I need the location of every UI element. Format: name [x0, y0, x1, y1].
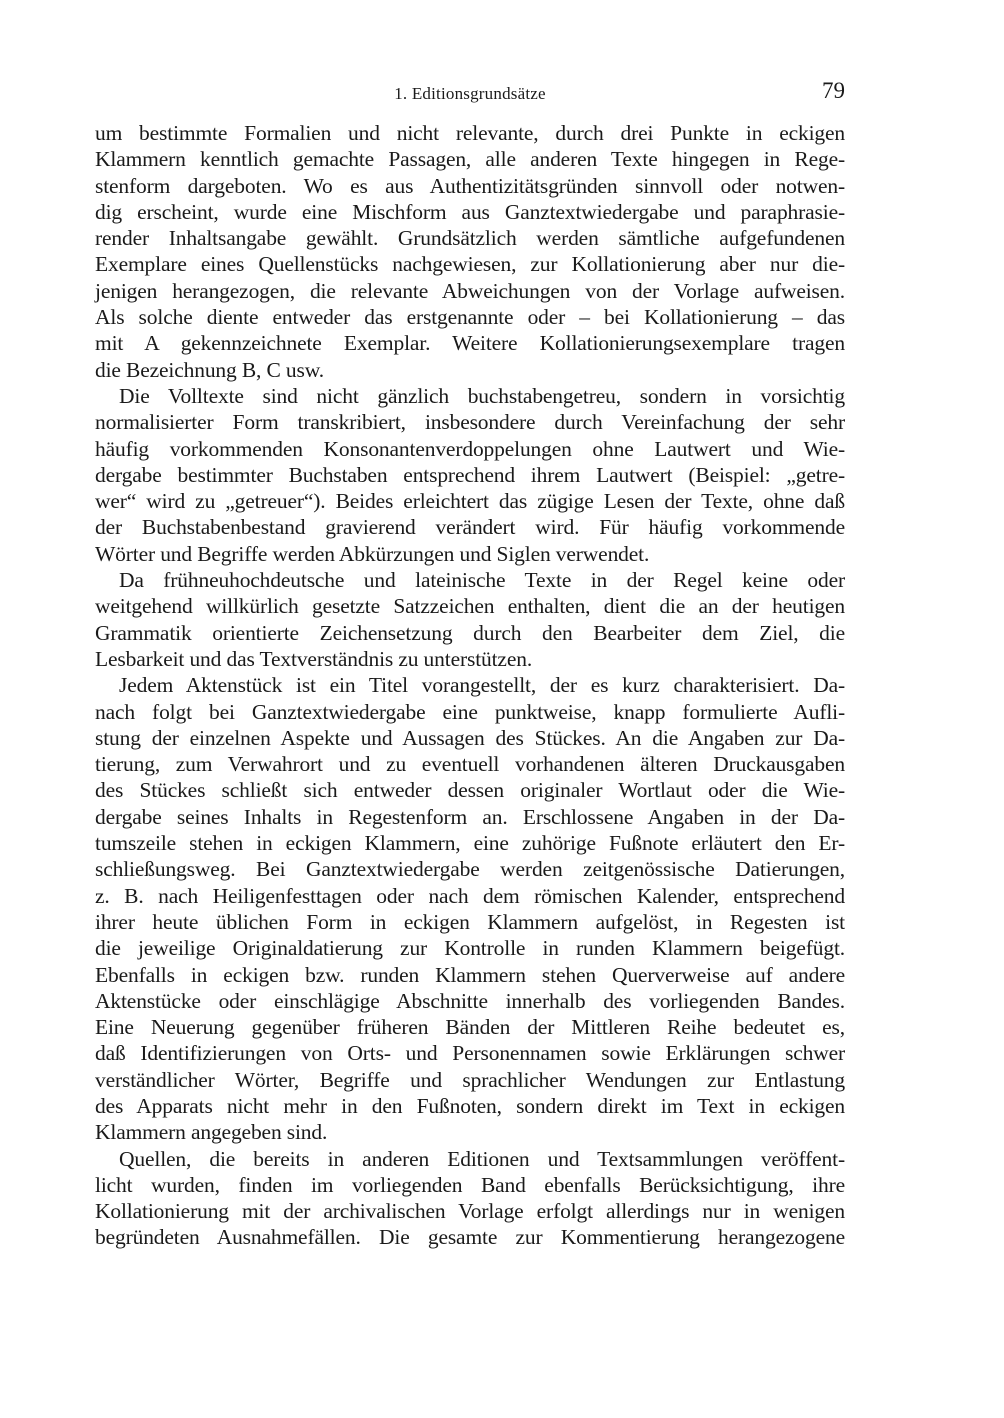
- paragraph: [95, 1146, 845, 1251]
- text-line: häufig vorkommenden Konsonantenverdoppelungen ohne Lautwert und Wie-: [95, 436, 845, 461]
- text-line: Kollationierung mit der archivalischen Vorlage erfolgt allerdings nur in wenigen: [95, 1199, 845, 1224]
- text-line: weitgehend willkürlich gesetzte Satzzeichen enthalten, dient die an der heutigen: [95, 594, 845, 619]
- text-line: ihrer heute üblichen Form in eckigen Klammern aufgelöst, in Regesten ist: [95, 909, 845, 934]
- text-line: dergabe bestimmter Buchstaben entsprechend ihrem Lautwert (Beispiel: „getre-: [95, 462, 845, 487]
- text-line: Quellen, die bereits in anderen Editionen und Textsammlungen veröffent-: [119, 1146, 845, 1171]
- text-line: jenigen herangezogen, die relevante Abweichungen von der Vorlage aufweisen.: [95, 278, 845, 303]
- text-line: normalisierter Form transkribiert, insbesondere durch Vereinfachung der sehr: [95, 410, 845, 435]
- text-line: Jedem Aktenstück ist ein Titel vorangestellt, der es kurz charakterisiert. Da-: [119, 673, 845, 698]
- paragraph: [95, 567, 845, 672]
- text-line: render Inhaltsangabe gewählt. Grundsätzlich werden sämtliche aufgefundenen: [95, 226, 845, 251]
- text-line: die Bezeichnung B, C usw.: [95, 357, 324, 382]
- text-line: Lesbarkeit und das Textverständnis zu unterstützen.: [95, 646, 533, 671]
- paragraph: [95, 120, 845, 383]
- text-line: dig erscheint, wurde eine Mischform aus Ganztextwiedergabe und paraphrasie-: [95, 199, 845, 224]
- text-line: Exemplare eines Quellenstücks nachgewiesen, zur Kollationierung aber nur die-: [95, 252, 845, 277]
- paragraph: [95, 383, 845, 567]
- text-line: Eine Neuerung gegenüber früheren Bänden der Mittleren Reihe bedeutet es,: [95, 1015, 845, 1040]
- text-line: z. B. nach Heiligenfesttagen oder nach dem römischen Kalender, entsprechend: [95, 883, 845, 908]
- text-line: der Buchstabenbestand gravierend verändert wird. Für häufig vorkommende: [95, 515, 845, 540]
- page: [95, 78, 845, 1251]
- text-line: Klammern kenntlich gemachte Passagen, alle anderen Texte hingegen in Rege-: [95, 147, 845, 172]
- text-line: Aktenstücke oder einschlägige Abschnitte innerhalb des vorliegenden Bandes.: [95, 988, 845, 1013]
- text-line: Wörter und Begriffe werden Abkürzungen und Siglen verwendet.: [95, 541, 650, 566]
- text-line: wer“ wird zu „getreuer“). Beides erleichtert das zügige Lesen der Texte, ohne daß: [95, 489, 845, 514]
- text-line: Die Volltexte sind nicht gänzlich buchstabengetreu, sondern in vorsichtig: [119, 383, 845, 408]
- page-number: 79: [822, 78, 845, 103]
- text-line: um bestimmte Formalien und nicht relevante, durch drei Punkte in eckigen: [95, 121, 845, 145]
- text-line: begründeten Ausnahmefällen. Die gesamte zur Kommentierung herangezogene: [95, 1225, 845, 1250]
- text-line: Grammatik orientierte Zeichensetzung durch den Bearbeiter dem Ziel, die: [95, 620, 845, 645]
- paragraph: [95, 672, 845, 1145]
- text-line: Ebenfalls in eckigen bzw. runden Klammern stehen Querverweise auf andere: [95, 962, 845, 987]
- running-title: 1. Editionsgrundsätze: [394, 84, 546, 103]
- text-line: des Stückes schließt sich entweder dessen originaler Wortlaut oder die Wie-: [95, 778, 845, 803]
- text-line: stenform dargeboten. Wo es aus Authentizitätsgründen sinnvoll oder notwen-: [95, 173, 845, 198]
- text-line: daß Identifizierungen von Orts- und Personennamen sowie Erklärungen schwer: [95, 1041, 845, 1066]
- text-line: tumszeile stehen in eckigen Klammern, eine zuhörige Fußnote erläutert den Er-: [95, 831, 845, 856]
- text-line: licht wurden, finden im vorliegenden Band ebenfalls Berücksichtigung, ihre: [95, 1172, 845, 1197]
- text-line: verständlicher Wörter, Begriffe und sprachlicher Wendungen zur Entlastung: [95, 1067, 845, 1092]
- running-head: [95, 78, 845, 110]
- text-line: die jeweilige Originaldatierung zur Kontrolle in runden Klammern beigefügt.: [95, 936, 845, 961]
- text-line: stung der einzelnen Aspekte und Aussagen des Stückes. An die Angaben zur Da-: [95, 725, 845, 750]
- text-line: tierung, zum Verwahrort und zu eventuell vorhandenen älteren Druckausgaben: [95, 752, 845, 777]
- text-line: schließungsweg. Bei Ganztextwiedergabe werden zeitgenössische Datierungen,: [95, 857, 845, 882]
- text-line: mit A gekennzeichnete Exemplar. Weitere Kollationierungsexemplare tragen: [95, 331, 845, 356]
- text-line: Klammern angegeben sind.: [95, 1120, 328, 1145]
- body-text: [95, 120, 845, 1251]
- text-line: nach folgt bei Ganztextwiedergabe eine punktweise, knapp formulierte Aufli-: [95, 699, 845, 724]
- text-line: dergabe seines Inhalts in Regestenform an. Erschlossene Angaben in der Da-: [95, 804, 845, 829]
- text-line: Da frühneuhochdeutsche und lateinische Texte in der Regel keine oder: [119, 568, 845, 593]
- text-line: des Apparats nicht mehr in den Fußnoten, sondern direkt im Text in eckigen: [95, 1093, 845, 1118]
- text-line: Als solche diente entweder das erstgenannte oder – bei Kollationierung – das: [95, 305, 845, 330]
